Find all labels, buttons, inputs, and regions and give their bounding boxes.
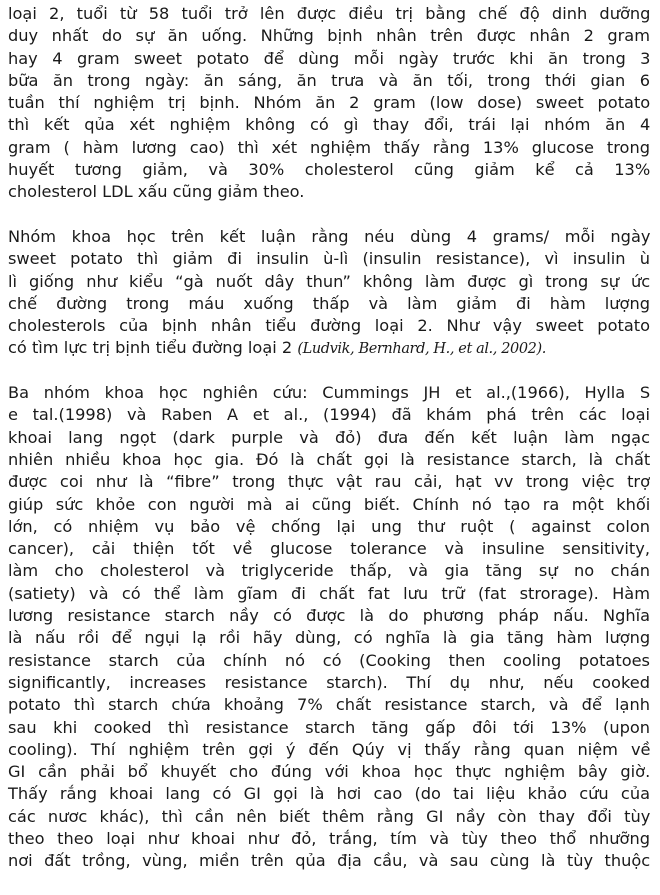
text-line: là nấu rồi để ngụi lạ rồi hãy dùng, có nghĩa là gia tăng hàm lượng: [8, 628, 651, 648]
text-line: cooling). Thí nghiệm trên gợi ý đến Qúy vị thấy rằng quan niệm về: [8, 739, 651, 759]
text-line: huyết tương giảm, và 30% cholesterol cũng giảm kể cả 13%: [8, 160, 651, 180]
text-line: theo theo loại như khoai như đỏ, trắng, tím và tùy theo thổ nhưỡng: [8, 828, 650, 848]
text-line: duy nhất do sự ăn uống. Những bịnh nhân trên được nhân 2 gram: [8, 26, 650, 46]
text-line: lì giống như kiểu “gà nuốt dây thun” không làm được gì trong sự ức: [8, 271, 651, 291]
paragraph-study-results: [8, 3, 650, 204]
text-line: thì kết qủa xét nghiệm không có gì thay đổi, trái lại nhóm ăn 4: [8, 115, 651, 135]
text-line: sau khi cooked thì resistance starch tăng gấp đôi tới 13% (upon: [8, 717, 651, 737]
text-line: khoai lang ngọt (dark purple và đỏ) đưa đến kết luận làm ngạc: [8, 427, 650, 447]
text-line: cancer), cải thiện tốt về glucose tolerance và insuline sensitivity,: [8, 539, 650, 559]
citation: (Ludvik, Bernhard, H., et al., 2002).: [297, 341, 546, 358]
text-line: tuần thí nghiệm trị bịnh. Nhóm ăn 2 gram (low dose) sweet potato: [8, 93, 651, 113]
text-line: các nươc khác), thì cần nên biết thêm rằng GI nầy còn thay đổi tùy: [8, 806, 651, 826]
text-line: Nhóm khoa học trên kết luận rằng néu dùng 4 grams/ mỗi ngày: [8, 226, 651, 246]
text-line: hay 4 gram sweet potato để dùng mỗi ngày trước khi ăn trong 3: [8, 48, 651, 68]
text-line: cholesterol LDL xấu cũng giảm theo.: [8, 182, 305, 202]
document-page: [8, 3, 650, 895]
text-line: loại 2, tuổi từ 58 tuổi trở lên được điều trị bằng chế độ dinh dưỡng: [8, 4, 651, 23]
text-line: gram ( hàm lương cao) thì xét nghiệm thấy rằng 13% glucose trong: [8, 137, 650, 157]
text-line: (satiety) và có thể làm gĩam đi chất fat lưu trữ (fat strorage). Hàm: [8, 583, 650, 603]
text-line: giúp sức khỏe con người mà ai cũng biết. Chính nó tạo ra một khối: [8, 494, 651, 514]
text-line: lương resistance starch nầy có được là do phương pháp nấu. Nghĩa: [8, 606, 651, 626]
paragraph-resistance-starch: [8, 382, 650, 873]
text-line: significantly, increases resistance starch). Thí dụ như, nếu cooked: [8, 672, 650, 692]
text-line: bữa ăn trong ngày: ăn sáng, ăn trưa và ăn tối, trong thới gian 6: [8, 70, 650, 90]
text-line: e tal.(1998) và Raben A et al., (1994) đã khám phá trên các loại: [8, 405, 650, 425]
text-line: lớn, có nhiệm vụ bảo vệ chống lại ung thư ruột ( against colon: [8, 516, 650, 536]
text-line: sweet potato thì giảm đi insulin ù-lì (insulin resistance), vì insulin ù: [8, 249, 650, 269]
text-line: GI cần phải bổ khuyết cho đúng với khoa học thực nghiệm bây giờ.: [8, 762, 651, 782]
text-line: làm cho cholesterol và triglyceride thấp, và gia tăng sự no chán: [8, 561, 650, 581]
text-line: nơi đất trồng, vùng, miền trên qủa địa cầu, và sau cùng là tùy thuộc: [8, 851, 651, 871]
text-line: resistance starch của chính nó có (Cooking then cooling potatoes: [8, 650, 650, 670]
text-line: được coi như là “fibre” trong thực vật rau cải, hạt vv trong việc trợ: [8, 472, 650, 492]
paragraph-conclusion: [8, 226, 650, 360]
text-line: Ba nhóm khoa học nghiên cứu: Cummings JH et al.,(1966), Hylla S: [8, 383, 651, 403]
text-line: Thấy rắng khoai lang có GI gọi là hơi cao (do tai liệu khảo cứu của: [8, 784, 650, 804]
text-line: nhiên nhiều khoa học gia. Đó là chất gọi là resistance starch, là chất: [8, 449, 651, 469]
text-line: potato thì starch chứa khoảng 7% chất resistance starch, và để lạnh: [8, 695, 650, 715]
text-line: cholesterols của bịnh nhân tiểu đường loại 2. Như vậy sweet potato: [8, 316, 650, 336]
text-line: chế đường trong máu xuống thấp và làm giảm đi hàm lượng: [8, 293, 650, 313]
text-fragment: có tìm lực trị bịnh tiểu đường loại 2: [8, 338, 298, 358]
text-line-with-citation: [8, 337, 650, 359]
